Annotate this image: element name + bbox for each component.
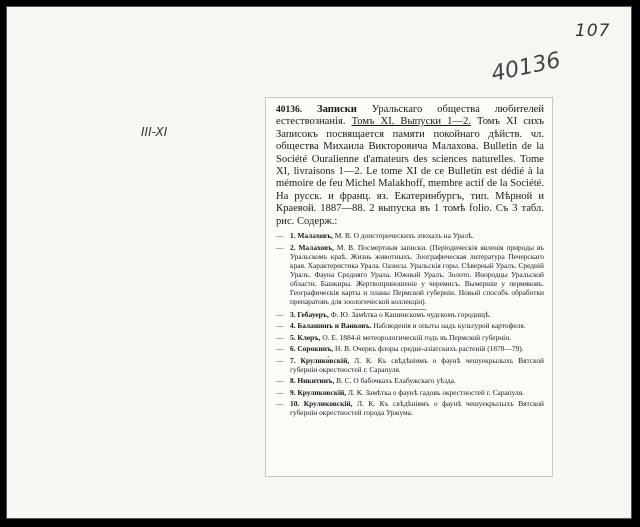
contents-list — [276, 231, 544, 417]
entry-text-1: Уральскаго общества любителей естествознанія. — [276, 104, 544, 128]
contents-item: — 5. Клеръ, О. Е. 1884-й метеорологическій годъ въ Пермской губерніи. — [276, 332, 512, 342]
contents-item: — 1. Малаховъ, М. В. О доисторическихъ эпохахъ на Уралѣ. — [276, 231, 474, 241]
contents-text: М. В. Посмертныя записки. (Періодическія явленія природы въ Уральскомъ краѣ. Жизнь животныхъ. Зоографическая литература Печерскаго края. Характеристика Урала. Оазисы. Уральскія горы. Сѣверный Уралъ. Средній Уралъ. Фауна Средняго Урала. Южный Уралъ. Золото. Инородцы Уральской области. Башкиры. Жертвоприношеніе у черемисъ. Вымершіе у пермяковъ. Географическія карты и планы Пермской губерніи. Новый способъ обработки препаратовъ для зоологической коллекціи). — [290, 242, 544, 306]
handwritten-accession-number: 40136 — [489, 47, 563, 88]
contents-text: Л. К. Къ свѣдѣніямъ о фаунѣ чешуекрылыхъ Вятской губерніи окрестностей города Уржума. — [290, 398, 544, 417]
entry-underlined-volume: Томъ XI. Выпуски 1—2. — [351, 116, 471, 128]
corner-page-number: 107 — [575, 21, 611, 41]
catalog-card — [265, 97, 553, 477]
contents-text: Наблюденія и опыты надъ культурой картофеля. — [373, 321, 526, 331]
contents-text: Н. В. Очеркъ флоры средне-азіатскихъ растеній (1878—79). — [335, 344, 524, 354]
contents-text: В. С. О бабочкахъ Елабужскаго уѣзда. — [336, 376, 456, 386]
contents-author: 10. Круликовскій, — [290, 398, 353, 408]
contents-item: — 9. Круликовскій, Л. К. Замѣтка о фаунѣ гадовъ окрестностей г. Сарапуля. — [276, 387, 524, 397]
margin-pencil-mark: III-XI — [141, 125, 168, 139]
contents-item: — 8. Никитинъ, В. С. О бабочкахъ Елабужскаго уѣзда. — [276, 376, 456, 386]
contents-author: 4. Балашинъ и Ванковъ. — [290, 321, 372, 331]
entry-title: Записки — [317, 104, 357, 115]
contents-item: — 6. Сорокинъ, Н. В. Очеркъ флоры средне-азіатскихъ растеній (1878—79). — [276, 344, 524, 354]
contents-author: 6. Сорокинъ, — [290, 344, 334, 354]
contents-item: — 10. Круликовскій, Л. К. Къ свѣдѣніямъ о фаунѣ чешуекрылыхъ Вятской губерніи окрестностей города Уржума. — [276, 398, 544, 417]
contents-author: 1. Малаховъ, — [290, 231, 333, 241]
contents-author: 8. Никитинъ, — [290, 376, 335, 386]
archive-sheet — [6, 6, 632, 519]
contents-item: — 7. Крулико́вскій, Л. К. Къ свѣдѣніямъ о фаунѣ чешуекрылыхъ Вятской губерніи окрестностей г. Сарапуля. — [276, 355, 544, 374]
contents-author: 2. Малаховъ, — [290, 242, 334, 252]
contents-text: Л. К. Замѣтка о фаунѣ гадовъ окрестностей г. Сарапуля. — [348, 387, 524, 397]
contents-author: 5. Клеръ, — [290, 332, 321, 342]
contents-text: М. В. О доисторическихъ эпохахъ на Уралѣ. — [334, 231, 474, 241]
contents-text: О. Е. 1884-й метеорологическій годъ въ Пермской губерніи. — [322, 332, 512, 342]
contents-author: 7. Крулико́вскій, — [290, 355, 350, 365]
contents-author: 3. Гебауеръ, — [290, 309, 329, 319]
entry-text-2: Томъ XI сихъ Записокъ посвящается памяти покойнаго дѣйств. чл. общества Михаила Викторовича Малахова. Bulletin de la Société Ouralienne d'amateurs des sciences naturelles. Tome XI, livraisons 1—2. Le tome XI de ce Bulletin est dédié à la mémoire de feu Michel Malakhoff, membre actif de la Société. На русск. и франц. яз. Екатеринбургъ, тип. Мѣрной и Краевой. 1887—88. 2 выпуска въ 1 томѣ folio. Съ 3 табл. рис. Содерж.: — [276, 116, 544, 227]
contents-item: — 2. Малаховъ, М. В. Посмертныя записки. (Періодическія явленія природы въ Уральскомъ краѣ. Жизнь животныхъ. Зоографическая литература Печерскаго края. Характеристика Урала. Оазисы. Уральскія горы. Сѣверный Уралъ. Средній Уралъ. Фауна Средняго Урала. Южный Уралъ. Золото. Инородцы Уральской области. Башкиры. Жертвоприношеніе у черемисъ. Вымершіе у пермяковъ. Географическія карты и планы Пермской губерніи. Новый способъ обработки препаратовъ для зоологической коллекціи). — [276, 242, 544, 306]
contents-text: Л. К. Къ свѣдѣніямъ о фаунѣ чешуекрылыхъ Вятской губерніи окрестностей г. Сарапуля. — [290, 355, 544, 374]
contents-author: 9. Круликовскій, — [290, 387, 347, 397]
contents-text: Ф. Ю. Замѣтка о Кашинскомъ чудскомъ городищѣ. — [330, 309, 491, 319]
contents-item: — 4. Балашинъ и Ванковъ. Наблюденія и опыты надъ культурой картофеля. — [276, 321, 526, 331]
contents-item: — 3. Гебауеръ, Ф. Ю. Замѣтка о Кашинскомъ чудскомъ городищѣ. — [276, 309, 491, 319]
card-heading-paragraph — [276, 104, 544, 228]
entry-number: 40136. — [276, 105, 303, 115]
